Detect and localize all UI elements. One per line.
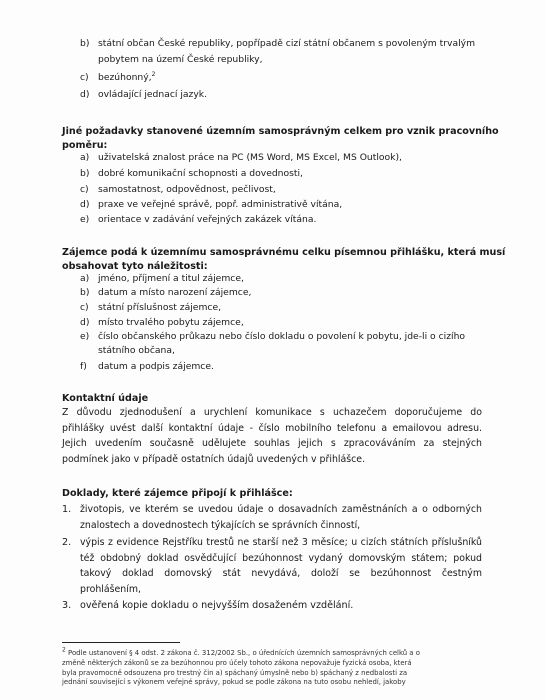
list-text: státní občan České republiky, popřípadě cizí státní občanem s povoleným trvalým xyxy=(98,38,476,49)
list-number: 1. xyxy=(62,504,72,515)
footnote-line: $^2$ Podle ustanovení § 4 odst. 2 zákona č. 312/2002 Sb., o úřednících územních samosprávných celků a o xyxy=(62,646,420,657)
paragraph-line: prohlášením, xyxy=(80,583,141,595)
list-text: místo trvalého pobytu zájemce, xyxy=(98,317,244,328)
footnote-line: byla pravomocně odsouzena pro trestný čin a) spáchaný úmyslně nebo b) spáchaný z nedbalosti za xyxy=(62,668,408,677)
section-heading: Zájemce podá k územnímu samosprávnému celku písemnou přihlášku, která musí xyxy=(62,247,506,258)
list-text: číslo občanského průkazu nebo číslo dokladu o povolení k pobytu, jde-li o cizího xyxy=(98,331,466,342)
list-text: samostatnost, odpovědnost, pečlivost, xyxy=(98,184,276,195)
list-label: e) xyxy=(80,331,90,342)
paragraph-line: Z důvodu zjednodušení a urychlení komunikace s uchazečem doporučujeme do xyxy=(62,407,482,418)
list-item xyxy=(80,38,475,50)
section-heading-cont: obsahovat tyto náležitosti: xyxy=(62,261,208,272)
list-label: a) xyxy=(80,152,90,163)
list-item xyxy=(80,273,244,285)
list-item xyxy=(80,345,175,357)
list-label: b) xyxy=(80,168,90,179)
list-label: f) xyxy=(80,361,87,372)
list-number: 3. xyxy=(62,600,72,611)
list-label: d) xyxy=(80,199,90,210)
list-text: dobré komunikační schopnosti a dovednosti, xyxy=(98,168,303,179)
list-item xyxy=(80,214,316,226)
list-number: 2. xyxy=(62,537,72,548)
list-text-continuation: pobytem na území České republiky, xyxy=(98,54,263,65)
list-item xyxy=(80,361,214,373)
list-label: a) xyxy=(80,273,90,284)
paragraph-line: podmínek jako v případě ostatních údajů uvedených v přihlášce. xyxy=(62,453,366,465)
list-label: b) xyxy=(80,287,90,298)
list-text: ovládající jednací jazyk. xyxy=(98,89,208,100)
list-text: jméno, příjmení a titul zájemce, xyxy=(98,273,244,284)
paragraph-line: životopis, ve kterém se uvedou údaje o dosavadních zaměstnáních a o odborných xyxy=(80,504,482,515)
list-label: c) xyxy=(80,302,89,313)
paragraph-line: výpis z evidence Rejstříku trestů ne starší než 3 měsíce; u cizích státních příslušníků xyxy=(80,537,482,548)
list-label: c) xyxy=(80,72,89,83)
footnote-rule xyxy=(62,642,180,643)
footnote-mark: 2 xyxy=(62,646,66,654)
list-item xyxy=(80,72,155,84)
list-text: státního občana, xyxy=(98,345,175,356)
list-item xyxy=(80,317,244,329)
list-item xyxy=(80,331,465,343)
footnote-ref: 2 xyxy=(151,70,156,78)
list-text: státní příslušnost zájemce, xyxy=(98,302,222,313)
list-item xyxy=(80,199,342,211)
paragraph-line: takový doklad domovský stát nevydává, doloží se bezúhonnost čestným xyxy=(80,568,482,579)
section-heading-cont: poměru: xyxy=(62,140,108,151)
list-label: e) xyxy=(80,214,90,225)
list-item xyxy=(80,168,303,180)
list-item xyxy=(80,302,221,314)
list-item: ověřená kopie dokladu o nejvyšším dosaženém vzdělání. xyxy=(80,600,354,611)
list-text: datum a podpis zájemce. xyxy=(98,361,214,372)
contact-paragraph xyxy=(62,405,482,467)
list-label: d) xyxy=(80,89,90,100)
footnote-line: změně některých zákonů se za bezúhonnou pro účely tohoto zákona nepovažuje fyzická osoba, která xyxy=(62,658,412,667)
list-item xyxy=(80,535,482,597)
list-text: bezúhonný, xyxy=(98,72,152,83)
section-heading: Jiné požadavky stanovené územním samosprávným celkem pro vznik pracovního xyxy=(62,126,499,137)
list-item xyxy=(80,184,276,196)
list-item xyxy=(80,152,402,164)
paragraph-line: též obdobný doklad osvědčující bezúhonnost vydaný domovským státem; pokud xyxy=(80,552,482,564)
footnote-line: jednání související s výkonem veřejné správy, pokud se podle zákona na tuto osobu nehledí, jakoby xyxy=(62,678,406,687)
list-label: d) xyxy=(80,317,90,328)
list-label: b) xyxy=(80,38,90,49)
list-text: orientace v zadávání veřejných zakázek vítána. xyxy=(98,214,317,225)
section-heading: Doklady, které zájemce připojí k přihlášce: xyxy=(62,488,293,499)
list-item xyxy=(80,287,251,299)
list-text: datum a místo narození zájemce, xyxy=(98,287,252,298)
list-label: c) xyxy=(80,184,89,195)
section-heading: Kontaktní údaje xyxy=(62,393,149,404)
paragraph-line: přihlášky uvést další kontaktní údaje - číslo mobilního telefonu a emailovou adresu. xyxy=(62,422,482,434)
list-item xyxy=(80,89,207,101)
list-text: praxe ve veřejné správě, popř. administrativě vítána, xyxy=(98,199,343,210)
footnote xyxy=(62,646,482,688)
list-item xyxy=(80,502,482,533)
paragraph-line: znalostech a dovednostech týkajících se správních činností, xyxy=(80,519,361,531)
list-text: uživatelská znalost práce na PC (MS Word, MS Excel, MS Outlook), xyxy=(98,152,402,163)
paragraph-line: Jejich uvedením současně udělujete souhlas jejich s zpracováváním za stejných xyxy=(62,438,482,449)
